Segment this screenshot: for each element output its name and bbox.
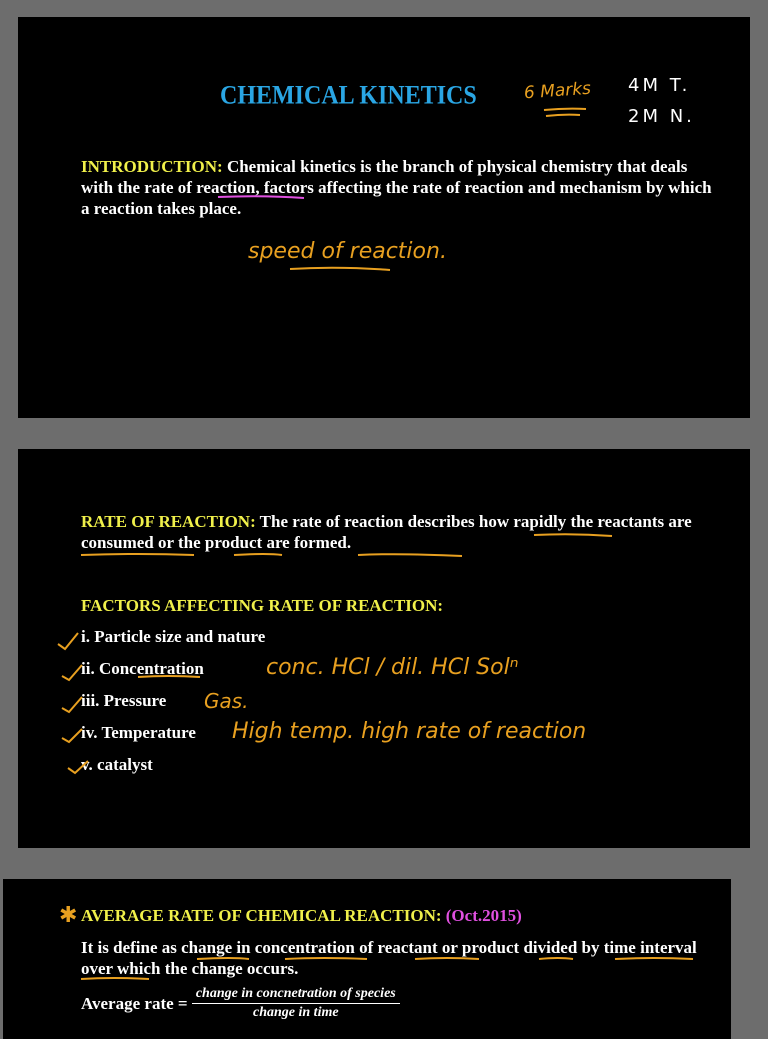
- slide2-ink-overlay: [18, 449, 750, 848]
- avg-heading: [81, 905, 522, 926]
- handwritten-speed-note: speed of reaction.: [248, 239, 447, 264]
- factor-item: i. Particle size and nature: [81, 627, 266, 646]
- factor-item: v. catalyst: [81, 755, 153, 774]
- handwritten-pressure-note: Gas.: [204, 689, 249, 713]
- slide-introduction: [18, 17, 750, 418]
- avg-label: AVERAGE RATE OF CHEMICAL REACTION:: [81, 906, 442, 925]
- intro-label: INTRODUCTION:: [81, 157, 223, 176]
- formula-fraction: [192, 985, 400, 1022]
- handwritten-2m-note: 2M N.: [628, 106, 695, 127]
- rate-label: RATE OF REACTION:: [81, 512, 256, 531]
- star-icon: ✱: [59, 903, 78, 928]
- page-title: CHEMICAL KINETICS: [220, 81, 477, 110]
- formula-denominator: change in time: [253, 1005, 339, 1020]
- rate-text: The rate of reaction describes how rapidly the reactants are consumed or the product are formed.: [81, 512, 692, 552]
- formula-numerator: change in concnetration of species: [192, 985, 400, 1004]
- rate-paragraph: [81, 511, 721, 553]
- handwritten-marks-note: 6 Marks: [523, 78, 592, 104]
- factor-item: ii. Concentration: [81, 659, 204, 678]
- formula-lhs: Average rate =: [81, 994, 188, 1013]
- avg-formula: [81, 985, 400, 1022]
- intro-text: Chemical kinetics is the branch of physical chemistry that deals with the rate of reaction, factors affecting the rate of reaction and mechanism by which a reaction takes place.: [81, 157, 712, 218]
- factor-item: iii. Pressure: [81, 691, 167, 710]
- handwritten-4m-note: 4M T.: [628, 75, 691, 96]
- slide-rate-of-reaction: [18, 449, 750, 848]
- avg-reference: (Oct.2015): [441, 906, 522, 925]
- slide-average-rate: [3, 879, 731, 1039]
- factor-item: iv. Temperature: [81, 723, 196, 742]
- handwritten-temperature-note: High temp. high rate of reaction: [232, 719, 587, 744]
- intro-paragraph: [81, 156, 721, 219]
- factors-heading: FACTORS AFFECTING RATE OF REACTION:: [81, 596, 444, 615]
- avg-paragraph: It is define as change in concentration of reactant or product divided by time interval over which the change occurs.: [81, 938, 697, 978]
- handwritten-concentration-note: conc. HCl / dil. HCl Solⁿ: [266, 655, 519, 680]
